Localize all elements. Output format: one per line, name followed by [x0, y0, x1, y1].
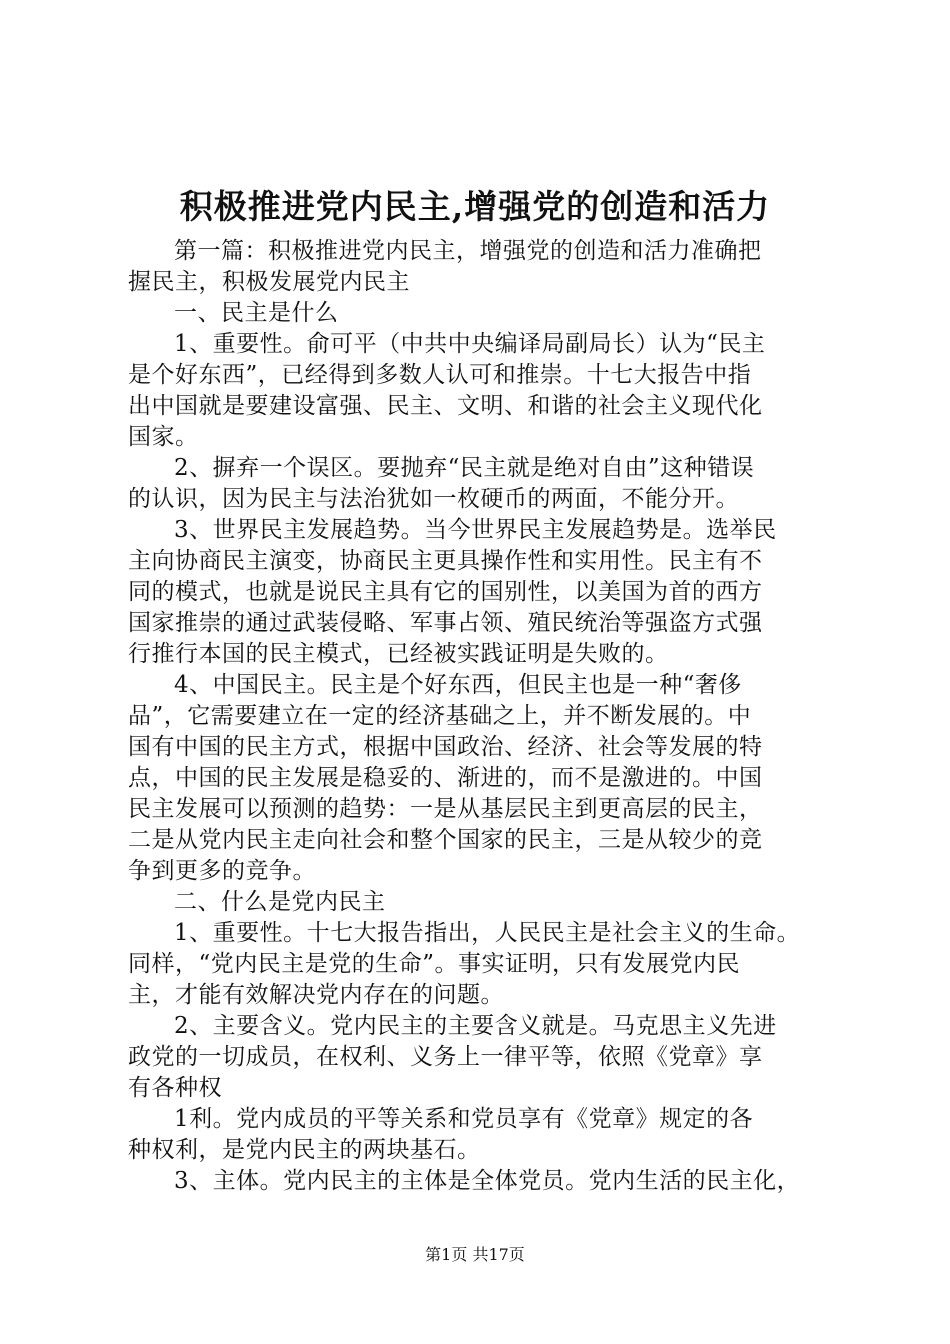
paragraph-line: 有各种权 [128, 1075, 222, 1101]
paragraph-line: 点，中国的民主发展是稳妥的、渐进的，而不是激进的。中国 [128, 765, 763, 791]
paragraph-line: 国有中国的民主方式，根据中国政治、经济、社会等发展的特 [128, 734, 763, 760]
paragraph-line: 主向协商民主演变，协商民主更具操作性和实用性。民主有不 [128, 548, 763, 574]
section-heading: 一、民主是什么 [174, 300, 339, 326]
paragraph-line: 同样，“党内民主是党的生命”。事实证明，只有发展党内民 [128, 951, 741, 977]
section-heading: 二、什么是党内民主 [174, 889, 386, 915]
paragraph-line: 民主发展可以预测的趋势：一是从基层民主到更高层的民主， [128, 796, 763, 822]
paragraph-line: 种权利，是党内民主的两块基石。 [128, 1137, 481, 1163]
paragraph-line: 1、重要性。十七大报告指出，人民民主是社会主义的生命。 [174, 920, 801, 946]
paragraph-line: 争到更多的竞争。 [128, 858, 316, 884]
paragraph-line: 3、主体。党内民主的主体是全体党员。党内生活的民主化， [174, 1168, 801, 1194]
paragraph-line: 同的模式，也就是说民主具有它的国别性，以美国为首的西方 [128, 579, 763, 605]
paragraph-line: 政党的一切成员，在权利、义务上一律平等，依照《党章》享 [128, 1044, 763, 1070]
paragraph-line: 国家推崇的通过武装侵略、军事占领、殖民统治等强盗方式强 [128, 610, 763, 636]
paragraph-line: 1、重要性。俞可平（中共中央编译局副局长）认为“民主 [174, 331, 766, 357]
paragraph-line: 出中国就是要建设富强、民主、文明、和谐的社会主义现代化 [128, 393, 763, 419]
paragraph-line: 2、主要含义。党内民主的主要含义就是。马克思主义先进 [174, 1013, 777, 1039]
paragraph-line: 二是从党内民主走向社会和整个国家的民主，三是从较少的竞 [128, 827, 763, 853]
document-title: 积极推进党内民主,增强党的创造和活力 [179, 187, 771, 226]
paragraph-line: 主，才能有效解决党内存在的问题。 [128, 982, 504, 1008]
paragraph-line: 1利。党内成员的平等关系和党员享有《党章》规定的各 [174, 1106, 754, 1132]
paragraph-line: 4、中国民主。民主是个好东西，但民主也是一种“奢侈 [174, 672, 742, 698]
paragraph-line: 行推行本国的民主模式，已经被实践证明是失败的。 [128, 641, 669, 667]
paragraph-line: 国家。 [128, 424, 199, 450]
paragraph-line: 3、世界民主发展趋势。当今世界民主发展趋势是。选举民 [174, 517, 777, 543]
paragraph-line: 2、摒弃一个误区。要抛弃“民主就是绝对自由”这种错误 [174, 455, 755, 481]
paragraph-line: 握民主，积极发展党内民主 [128, 269, 410, 295]
paragraph-line: 的认识，因为民主与法治犹如一枚硬币的两面，不能分开。 [128, 486, 739, 512]
paragraph-line: 第一篇：积极推进党内民主，增强党的创造和活力准确把 [174, 238, 762, 264]
paragraph-line: 品”，它需要建立在一定的经济基础之上，并不断发展的。中 [128, 703, 752, 729]
page-number-footer: 第1页 共17页 [425, 1245, 525, 1264]
document-body [128, 236, 830, 1197]
paragraph-line: 是个好东西”，已经得到多数人认可和推崇。十七大报告中指 [128, 362, 752, 388]
